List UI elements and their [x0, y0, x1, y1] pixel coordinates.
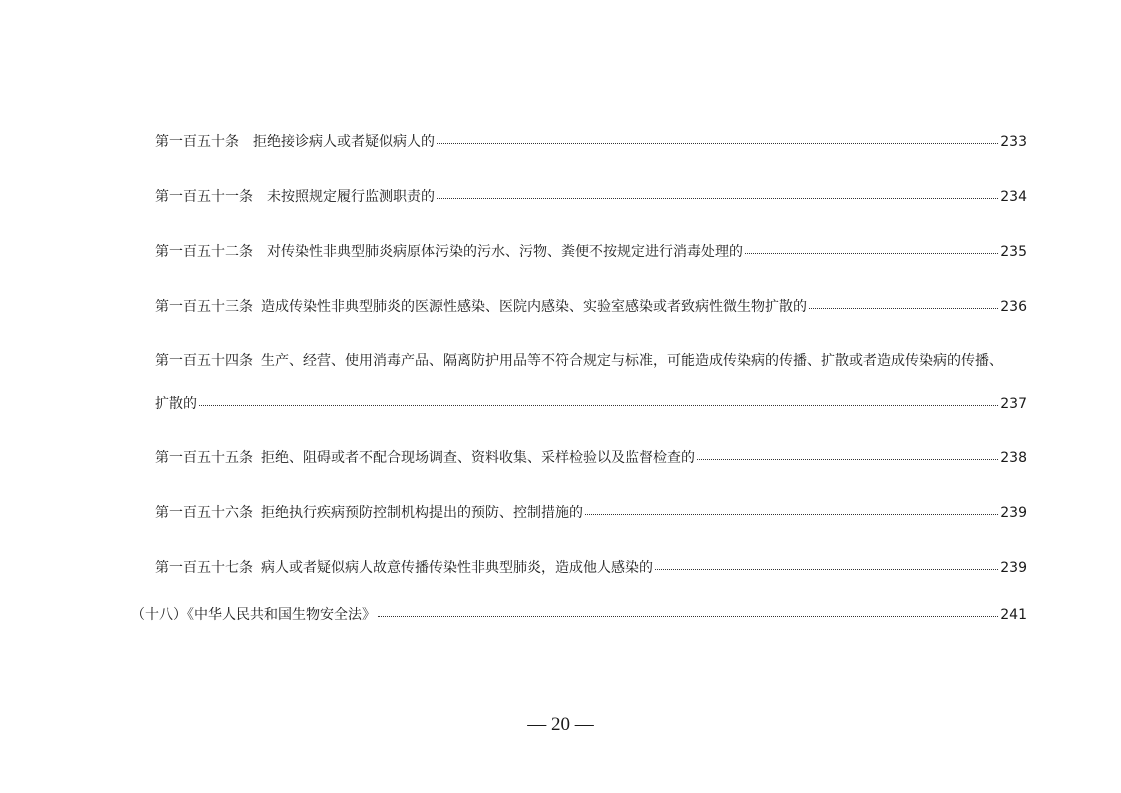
toc-entry-page: 233 — [1000, 134, 1027, 150]
dot-leader — [655, 555, 998, 570]
toc-entry-page: 235 — [1000, 244, 1027, 260]
toc-section-label: （十八）《中华人民共和国生物安全法》 — [131, 607, 376, 623]
toc-entry-title: 生产、经营、使用消毒产品、隔离防护用品等不符合规定与标准，可能造成传染病的传播、扩散或者造成传染病的传播、 — [261, 353, 1003, 369]
toc-entry-title: 对传染性非典型肺炎病原体污染的污水、污物、粪便不按规定进行消毒处理的 — [267, 244, 743, 260]
dot-leader — [437, 129, 998, 144]
toc-entry-title: 拒绝接诊病人或者疑似病人的 — [253, 134, 435, 150]
toc-entry-article: 第一百五十四条 — [155, 353, 253, 369]
dot-leader — [809, 294, 998, 309]
toc-entry-title: 拒绝、阻碍或者不配合现场调查、资料收集、采样检验以及监督检查的 — [261, 450, 695, 466]
toc-entry — [155, 131, 1027, 152]
dot-leader — [378, 602, 998, 617]
toc-entry-article: 第一百五十二条 — [155, 244, 253, 260]
toc-entry-article: 第一百五十六条 — [155, 505, 253, 521]
toc-entry-page: 234 — [1000, 189, 1027, 205]
toc-entry — [155, 186, 1027, 207]
dot-leader — [697, 445, 998, 460]
toc-entry-article: 第一百五十七条 — [155, 560, 253, 576]
toc-entry — [155, 296, 1027, 317]
toc-entry-article: 第一百五十三条 — [155, 299, 253, 315]
page-number-footer: — 20 — — [527, 714, 594, 735]
dot-leader — [437, 184, 998, 199]
toc-entry — [155, 241, 1027, 262]
toc-entry — [155, 557, 1027, 578]
toc-entry-continuation — [155, 393, 1027, 414]
toc-entry-article: 第一百五十一条 — [155, 189, 253, 205]
toc-entry-page: 236 — [1000, 299, 1027, 315]
toc-entry-title: 拒绝执行疾病预防控制机构提出的预防、控制措施的 — [261, 505, 583, 521]
toc-entry-page: 239 — [1000, 505, 1027, 521]
toc-entry — [155, 447, 1027, 468]
toc-section-entry — [131, 604, 1027, 625]
toc-entry — [155, 502, 1027, 523]
toc-entry-page: 237 — [1000, 396, 1027, 412]
toc-entry-article: 第一百五十条 — [155, 134, 239, 150]
toc-section-page: 241 — [1000, 607, 1027, 623]
toc-entry-title: 造成传染性非典型肺炎的医源性感染、医院内感染、实验室感染或者致病性微生物扩散的 — [261, 299, 807, 315]
dot-leader — [745, 239, 998, 254]
toc-entry-continuation-text: 扩散的 — [155, 396, 197, 412]
dot-leader — [199, 391, 998, 406]
toc-entry-title: 未按照规定履行监测职责的 — [267, 189, 435, 205]
toc-entry-article: 第一百五十五条 — [155, 450, 253, 466]
toc-entry-title: 病人或者疑似病人故意传播传染性非典型肺炎，造成他人感染的 — [261, 560, 653, 576]
toc-entry-page: 238 — [1000, 450, 1027, 466]
toc-entry-page: 239 — [1000, 560, 1027, 576]
toc-entry-first-line — [155, 351, 1003, 371]
dot-leader — [585, 500, 998, 515]
